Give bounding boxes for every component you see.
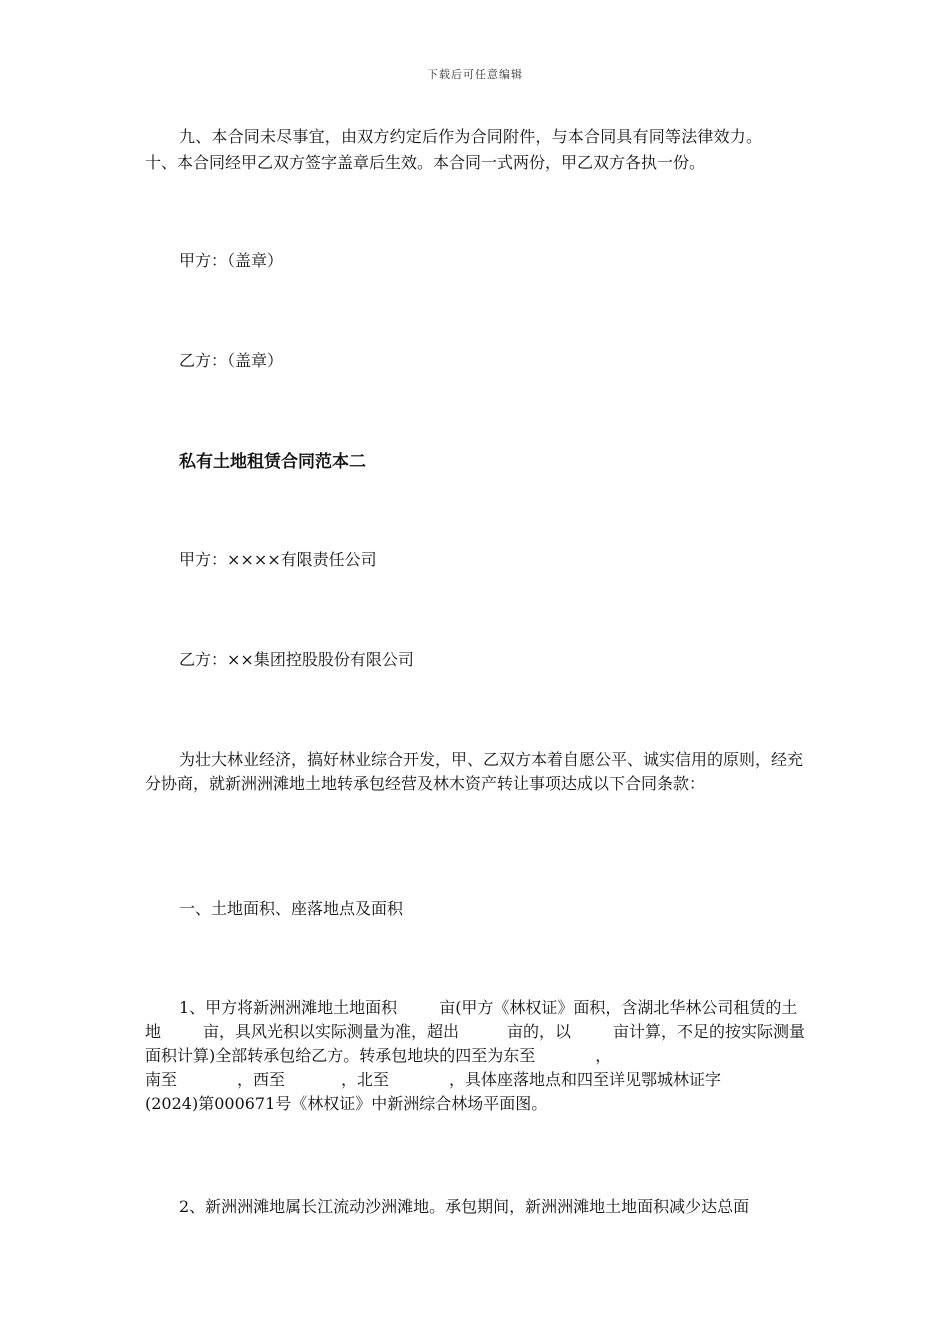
item-one-text-7: 南至: [145, 1070, 178, 1089]
clause-nine: 九、本合同未尽事宜，由双方约定后作为合同附件，与本合同具有同等法律效力。: [179, 127, 763, 146]
template-two-title: 私有土地租赁合同范本二: [179, 452, 366, 472]
item-one-text-2: 亩(甲方《林权证》面积，含湖北华林公司租赁的土地: [145, 998, 798, 1041]
template-two-party-a: 甲方：××××有限责任公司: [179, 550, 377, 569]
item-one-text-1: 1、甲方将新洲洲滩地土地面积: [179, 998, 398, 1017]
item-one-text-3: 亩，具风光积以实际测量为准，超出: [203, 1022, 460, 1041]
item-one-text-10: ，具体座落地点和四至详见鄂城林证字: [449, 1070, 722, 1089]
page-header-note: 下载后可任意编辑: [427, 68, 523, 81]
item-one-text-5: 亩计算，不足的按实际测量面积计算)全部转承包给乙方。转承包地块的四至为东至: [145, 1022, 806, 1065]
item-one-paragraph: [145, 996, 807, 1116]
section-one-title: 一、土地面积、座落地点及面积: [179, 899, 404, 918]
template-two-party-b: 乙方：××集团控股股份有限公司: [179, 650, 414, 669]
preamble-paragraph: 为壮大林业经济，搞好林业综合开发，甲、乙双方本着自愿公平、诚实信用的原则，经充分协商，就新洲洲滩地土地转承包经营及林木资产转让事项达成以下合同条款：: [145, 750, 804, 793]
item-one-text-6: ，: [595, 1046, 612, 1065]
item-one-text-9: ，北至: [341, 1070, 390, 1089]
item-one-text-4: 亩的，以: [507, 1022, 572, 1041]
item-two-paragraph: 2、新洲洲滩地属长江流动沙洲滩地。承包期间，新洲洲滩地土地面积减少达总面: [179, 1197, 750, 1216]
item-one-text-8: ，西至: [237, 1070, 286, 1089]
party-a-seal: 甲方：（盖章）: [179, 251, 284, 270]
party-b-seal: 乙方：（盖章）: [179, 351, 284, 370]
item-one-text-11: (2024)第000671号《林权证》中新洲综合林场平面图。: [145, 1094, 548, 1113]
clause-ten: 十、本合同经甲乙双方签字盖章后生效。本合同一式两份，甲乙双方各执一份。: [145, 153, 706, 172]
